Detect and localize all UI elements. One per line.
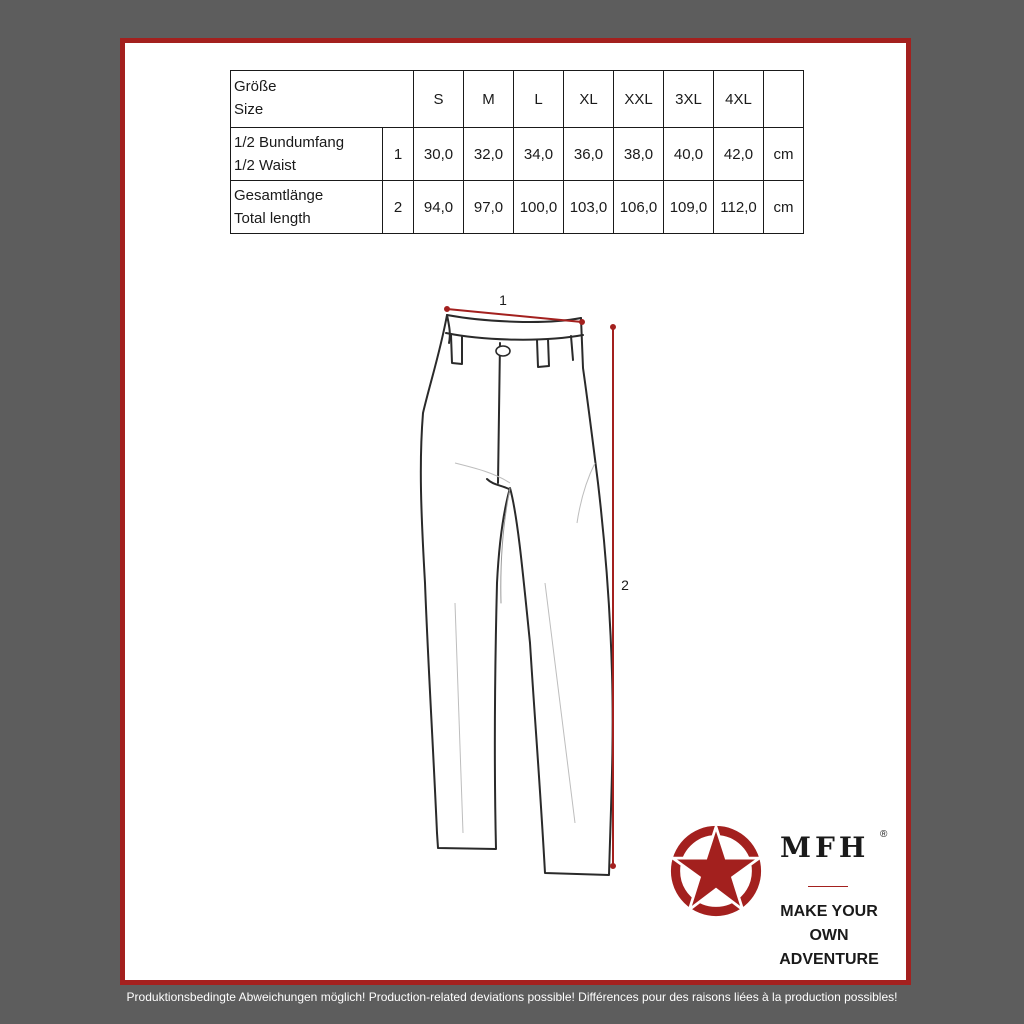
row-label: [231, 128, 383, 181]
value-cell: 32,0: [464, 128, 514, 181]
row-index: 2: [383, 181, 414, 234]
fabric-creases: [455, 463, 595, 833]
row-label-de: Gesamtlänge: [234, 187, 324, 204]
value-cell: 40,0: [664, 128, 714, 181]
size-label-en: Size: [234, 101, 264, 118]
size-chart-card: [120, 38, 911, 985]
value-cell: 106,0: [614, 181, 664, 234]
value-cell: 109,0: [664, 181, 714, 234]
row-label: [231, 181, 383, 234]
row-label-en: Total length: [234, 210, 311, 227]
disclaimer-footer: Produktionsbedingte Abweichungen möglich! Production-related deviations possible! Différences pour des raisons liées à la production possibles!: [126, 990, 898, 1004]
table-header-row: [231, 71, 804, 128]
value-cell: 100,0: [514, 181, 564, 234]
brand-divider: [808, 886, 848, 887]
value-cell: 94,0: [414, 181, 464, 234]
value-cell: 112,0: [714, 181, 764, 234]
length-measure-marker: 2: [621, 577, 629, 593]
value-cell: 30,0: [414, 128, 464, 181]
size-header-label: [231, 71, 414, 128]
unit-cell: cm: [764, 181, 804, 234]
value-cell: 42,0: [714, 128, 764, 181]
tagline-line-1: MAKE YOUR OWN: [780, 903, 878, 944]
size-table: [230, 70, 804, 234]
size-label-de: Größe: [234, 78, 277, 95]
table-row: [231, 181, 804, 234]
value-cell: 34,0: [514, 128, 564, 181]
brand-tagline: [759, 900, 899, 972]
size-cell: XL: [564, 71, 614, 128]
size-cell: S: [414, 71, 464, 128]
value-cell: 103,0: [564, 181, 614, 234]
row-label-de: 1/2 Bundumfang: [234, 134, 345, 151]
star-in-circle-icon: [670, 825, 762, 917]
value-cell: 38,0: [614, 128, 664, 181]
tagline-line-2: ADVENTURE: [779, 951, 879, 968]
waist-measure-line: [445, 307, 584, 324]
size-cell: L: [514, 71, 564, 128]
size-cell: M: [464, 71, 514, 128]
row-index: 1: [383, 128, 414, 181]
trousers-outline: [421, 315, 613, 875]
size-cell: XXL: [614, 71, 664, 128]
value-cell: 97,0: [464, 181, 514, 234]
size-cell: 3XL: [664, 71, 714, 128]
unit-header-cell: [764, 71, 804, 128]
value-cell: 36,0: [564, 128, 614, 181]
brand-name: MFH: [780, 831, 870, 864]
waist-button: [496, 346, 510, 356]
row-label-en: 1/2 Waist: [234, 157, 296, 174]
unit-cell: cm: [764, 128, 804, 181]
table-row: [231, 128, 804, 181]
registered-mark: ®: [880, 829, 888, 840]
length-measure-line: [611, 325, 615, 868]
size-cell: 4XL: [714, 71, 764, 128]
waist-measure-marker: 1: [499, 292, 507, 308]
